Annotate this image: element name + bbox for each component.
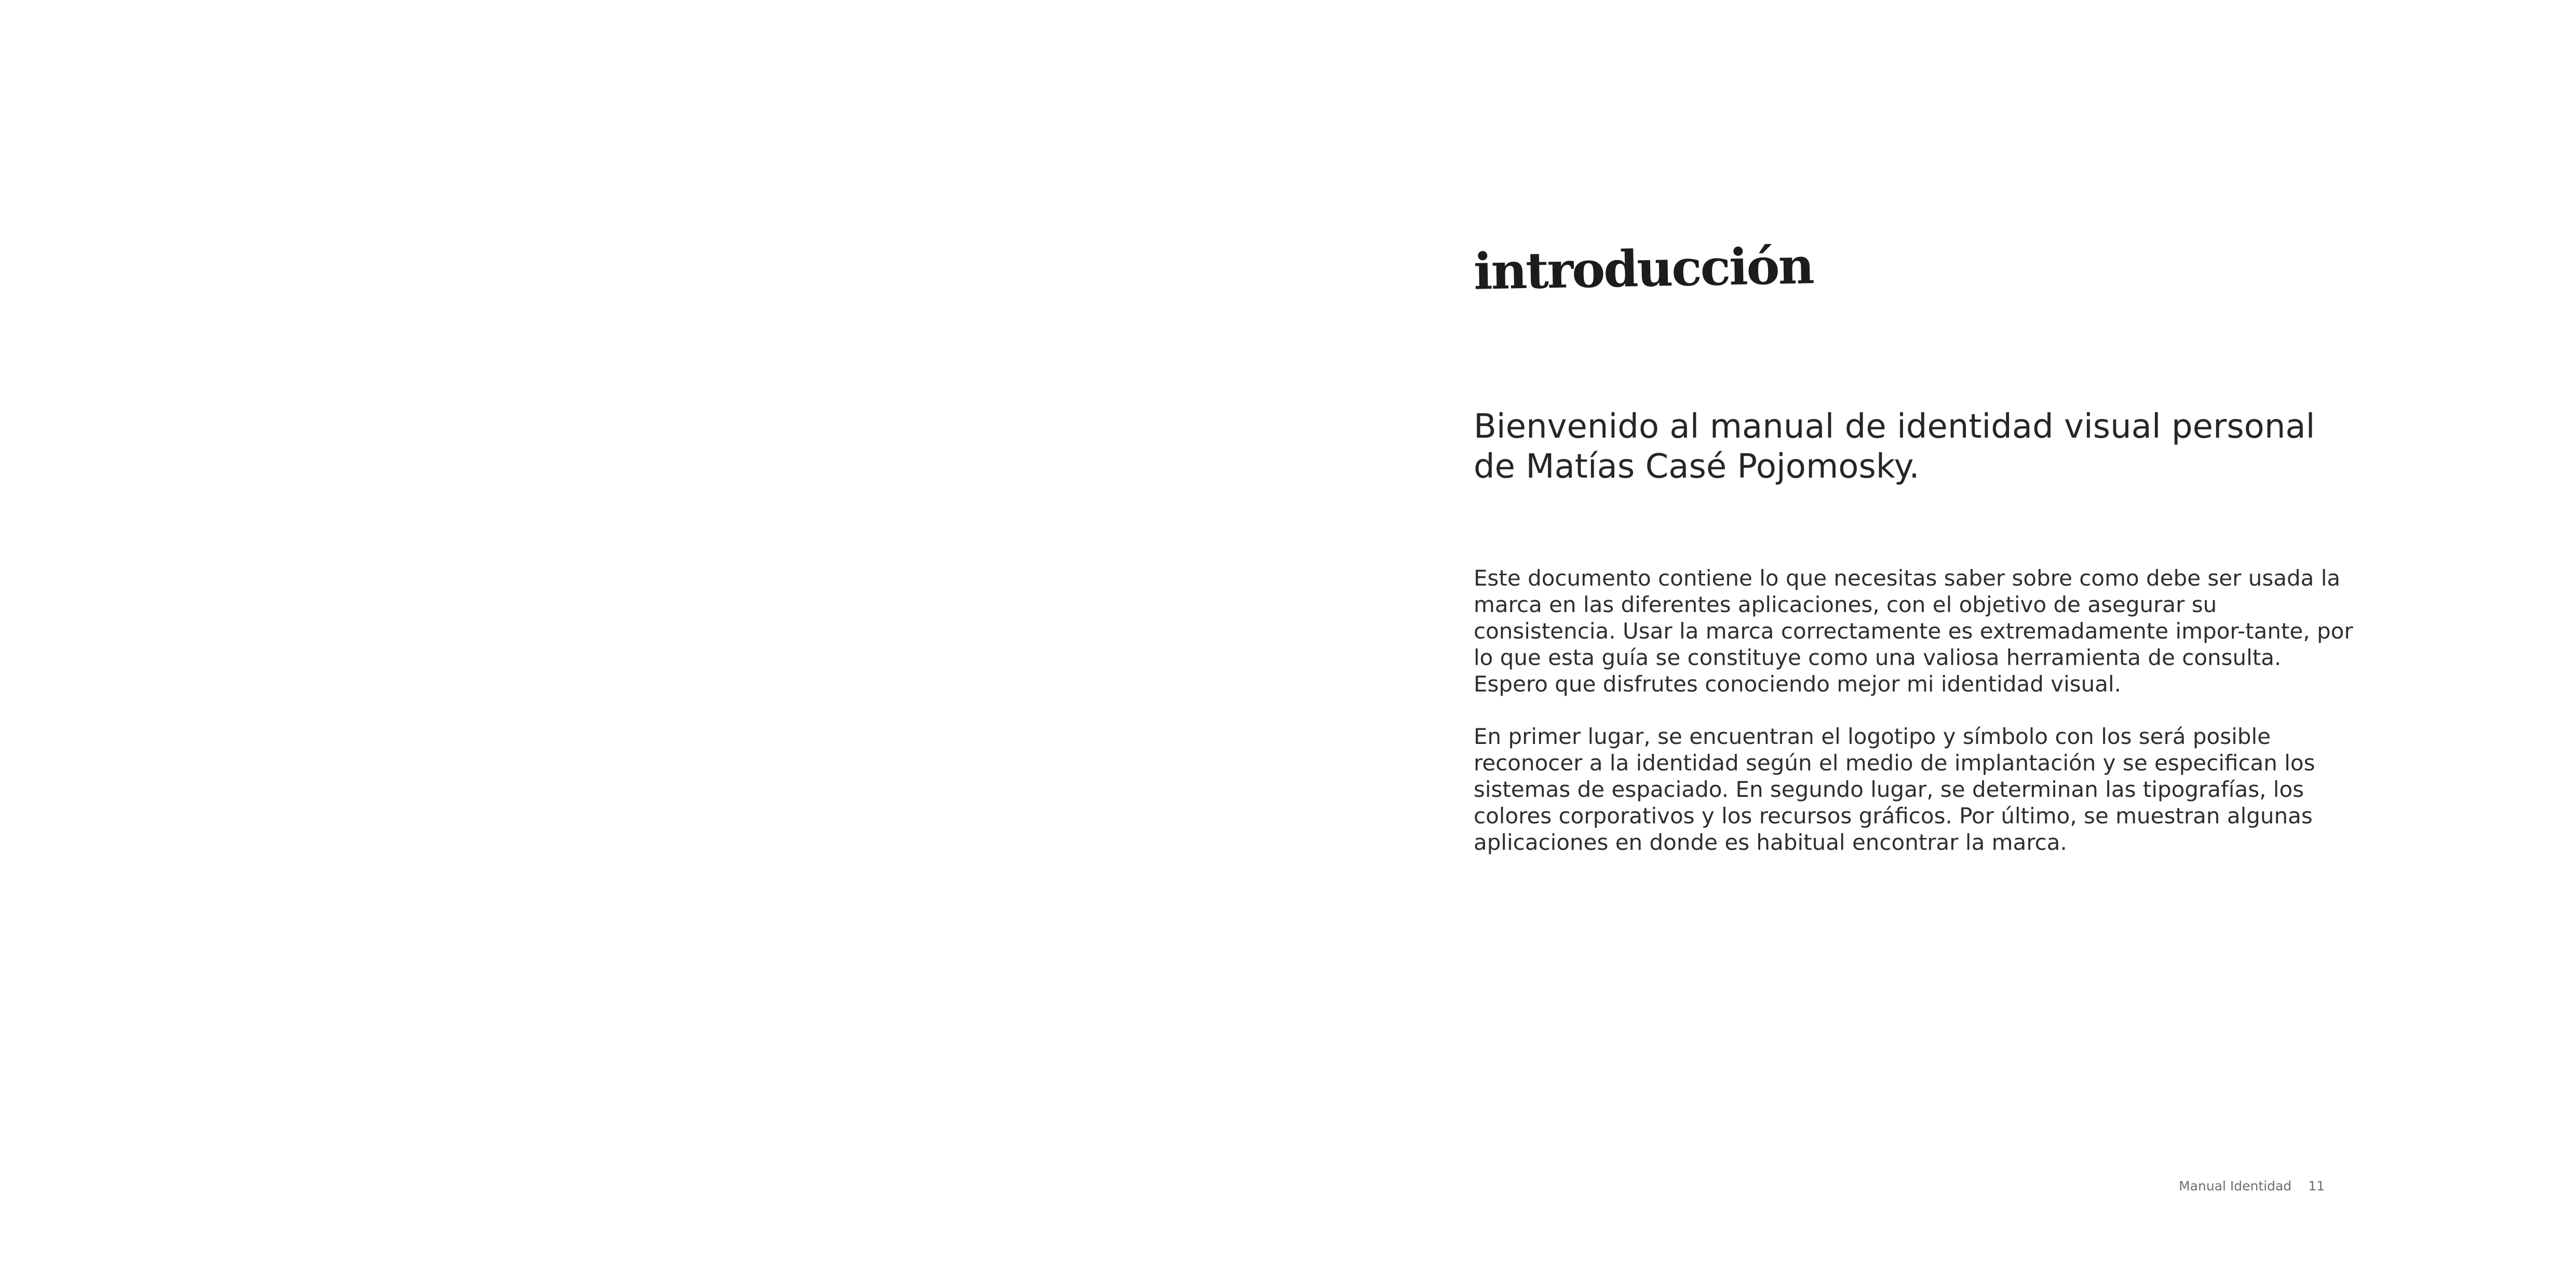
body-paragraph-1: Este documento contiene lo que necesitas saber sobre como debe ser usada la marca en las diferentes aplicaciones, con el objetivo de asegurar su consistencia. Usar la marca correctamente es extremadamente impor-tante, por lo que esta guía se constituye como una valiosa herramienta de consulta. Espero que disfrutes conociendo mejor mi identidad visual. bbox=[1474, 565, 2353, 697]
footer-label: Manual Identidad bbox=[2179, 1178, 2292, 1194]
lead-paragraph: Bienvenido al manual de identidad visual personal de Matías Casé Pojomosky. bbox=[1474, 408, 2315, 486]
page-number: 11 bbox=[2308, 1178, 2325, 1194]
body-paragraph-2: En primer lugar, se encuentran el logotipo y símbolo con los será posible reconocer a la identidad según el medio de implantación y se especifican los sistemas de espaciado. En segundo lugar, se determinan las tipografías, los colores corporativos y los recursos gráficos. Por último, se muestran algunas aplicaciones en donde es habitual encontrar la marca. bbox=[1474, 724, 2315, 855]
section-title: introducción bbox=[1473, 236, 1814, 301]
body-text bbox=[1474, 565, 2356, 882]
page-footer bbox=[2179, 1178, 2325, 1194]
